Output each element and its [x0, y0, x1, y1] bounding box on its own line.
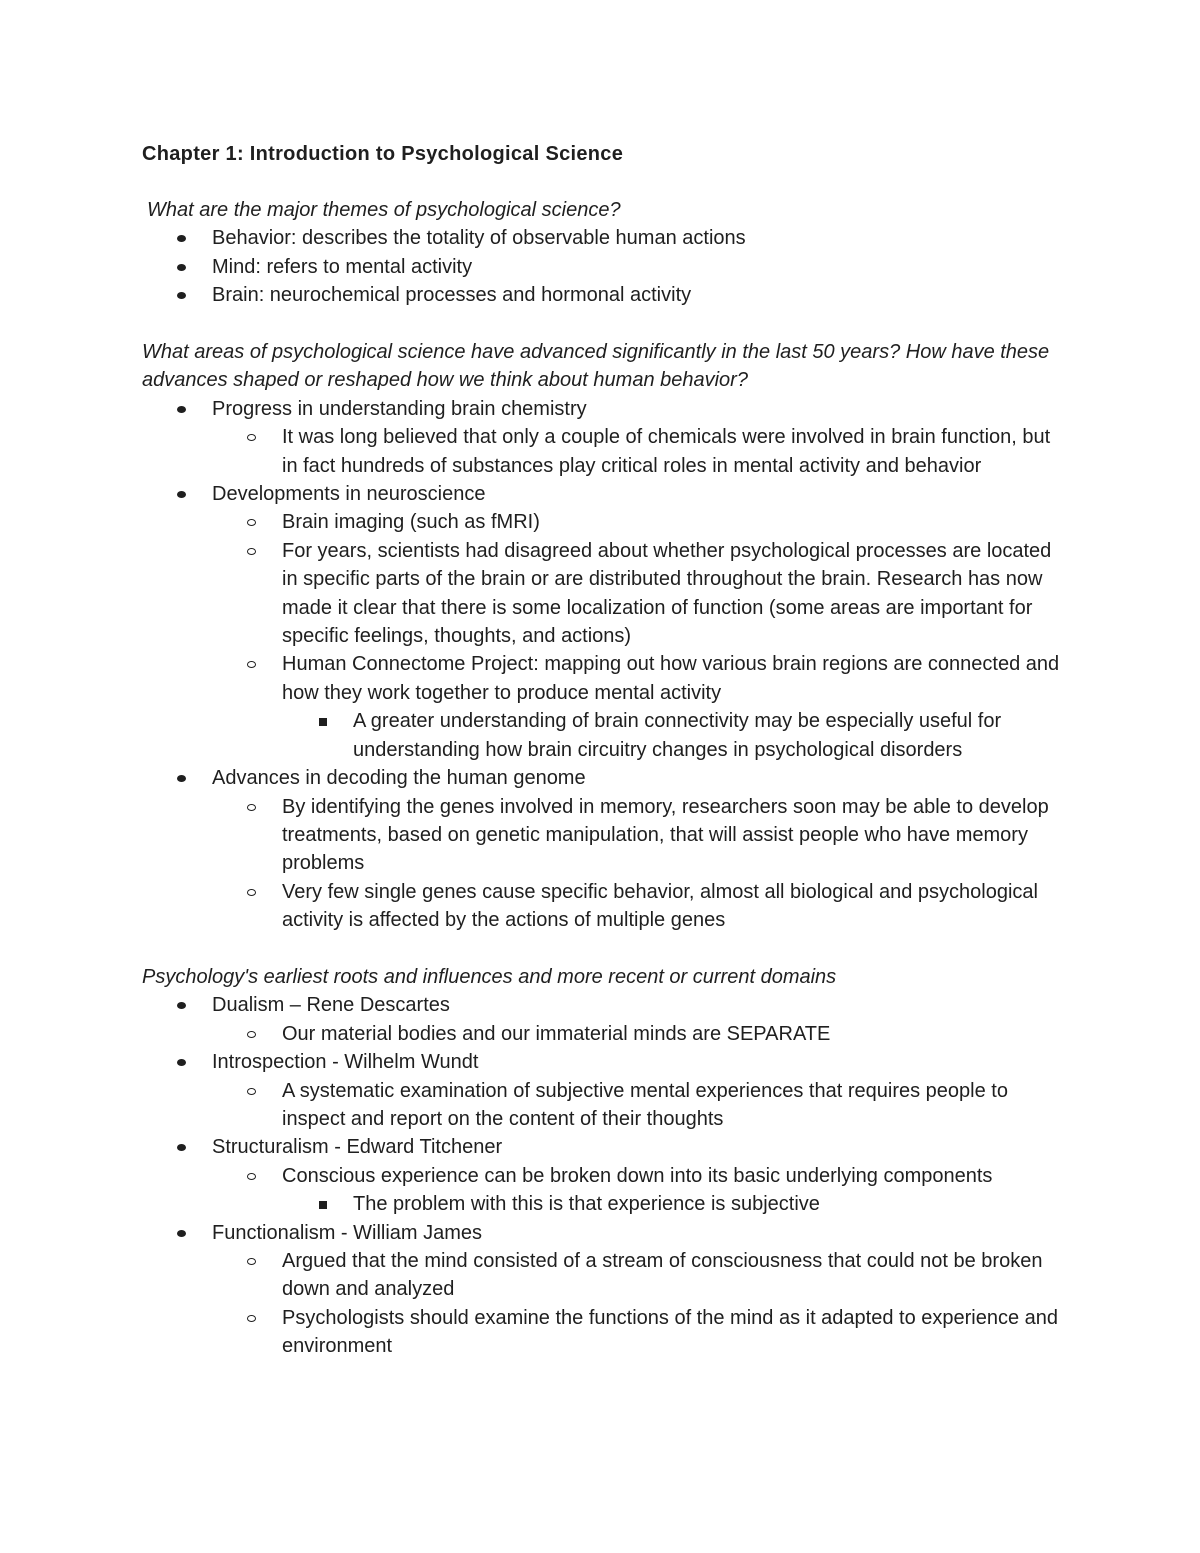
list-item: Conscious experience can be broken down into its basic underlying components	[142, 1162, 1062, 1190]
sub-bullet-list	[142, 423, 1062, 480]
sub-sub-bullet-list	[142, 707, 1062, 764]
bullet-list	[142, 764, 1062, 792]
sub-bullet-list	[142, 1162, 1062, 1190]
bullet-list	[142, 224, 1062, 309]
list-item: It was long believed that only a couple of chemicals were involved in brain function, but in fact hundreds of substances play critical roles in mental activity and behavior	[142, 423, 1062, 480]
list-item: For years, scientists had disagreed about whether psychological processes are located in specific parts of the brain or are distributed throughout the brain. Research has now made it clear that there is some localization of function (some areas are important for specific feelings, thoughts, and actions)	[142, 537, 1062, 651]
list-item: Our material bodies and our immaterial minds are SEPARATE	[142, 1020, 1062, 1048]
sub-bullet-list	[142, 508, 1062, 707]
chapter-title: Chapter 1: Introduction to Psychological Science	[142, 143, 624, 165]
sub-bullet-list	[142, 1247, 1062, 1361]
list-item: Very few single genes cause specific behavior, almost all biological and psychological activity is affected by the actions of multiple genes	[142, 878, 1062, 935]
list-item: Mind: refers to mental activity	[142, 253, 1062, 281]
document-body	[142, 140, 1062, 1361]
bullet-list	[142, 991, 1062, 1019]
bullet-list	[142, 1219, 1062, 1247]
list-item: Brain: neurochemical processes and hormonal activity	[142, 281, 1062, 309]
list-item: Human Connectome Project: mapping out how various brain regions are connected and how they work together to produce mental activity	[142, 650, 1062, 707]
sub-bullet-list	[142, 1020, 1062, 1048]
list-item: Behavior: describes the totality of observable human actions	[142, 224, 1062, 252]
list-item: A systematic examination of subjective mental experiences that requires people to inspect and report on the content of their thoughts	[142, 1077, 1062, 1134]
list-item: Advances in decoding the human genome	[142, 764, 1062, 792]
list-item: Dualism – Rene Descartes	[142, 991, 1062, 1019]
bullet-list	[142, 1133, 1062, 1161]
list-item: Progress in understanding brain chemistry	[142, 395, 1062, 423]
list-item: Introspection - Wilhelm Wundt	[142, 1048, 1062, 1076]
list-item: Brain imaging (such as fMRI)	[142, 508, 1062, 536]
list-item: A greater understanding of brain connectivity may be especially useful for understanding how brain circuitry changes in psychological disorders	[142, 707, 1062, 764]
list-item: Structuralism - Edward Titchener	[142, 1133, 1062, 1161]
sub-bullet-list	[142, 1077, 1062, 1134]
bullet-list	[142, 480, 1062, 508]
list-item: Psychologists should examine the functions of the mind as it adapted to experience and environment	[142, 1304, 1062, 1361]
sub-sub-bullet-list	[142, 1190, 1062, 1218]
bullet-list	[142, 1048, 1062, 1076]
list-item: Functionalism - William James	[142, 1219, 1062, 1247]
section-question: What are the major themes of psychological science?	[147, 199, 621, 221]
list-item: Argued that the mind consisted of a stream of consciousness that could not be broken down and analyzed	[142, 1247, 1062, 1304]
list-item: By identifying the genes involved in memory, researchers soon may be able to develop treatments, based on genetic manipulation, that will assist people who have memory problems	[142, 793, 1062, 878]
list-item: The problem with this is that experience is subjective	[142, 1190, 1062, 1218]
list-item: Developments in neuroscience	[142, 480, 1062, 508]
sub-bullet-list	[142, 793, 1062, 935]
section-question: Psychology's earliest roots and influences and more recent or current domains	[142, 965, 837, 988]
bullet-list	[142, 395, 1062, 423]
section-question: What areas of psychological science have advanced significantly in the last 50 years? How have these advances shaped or reshaped how we think about human behavior?	[142, 341, 1050, 392]
